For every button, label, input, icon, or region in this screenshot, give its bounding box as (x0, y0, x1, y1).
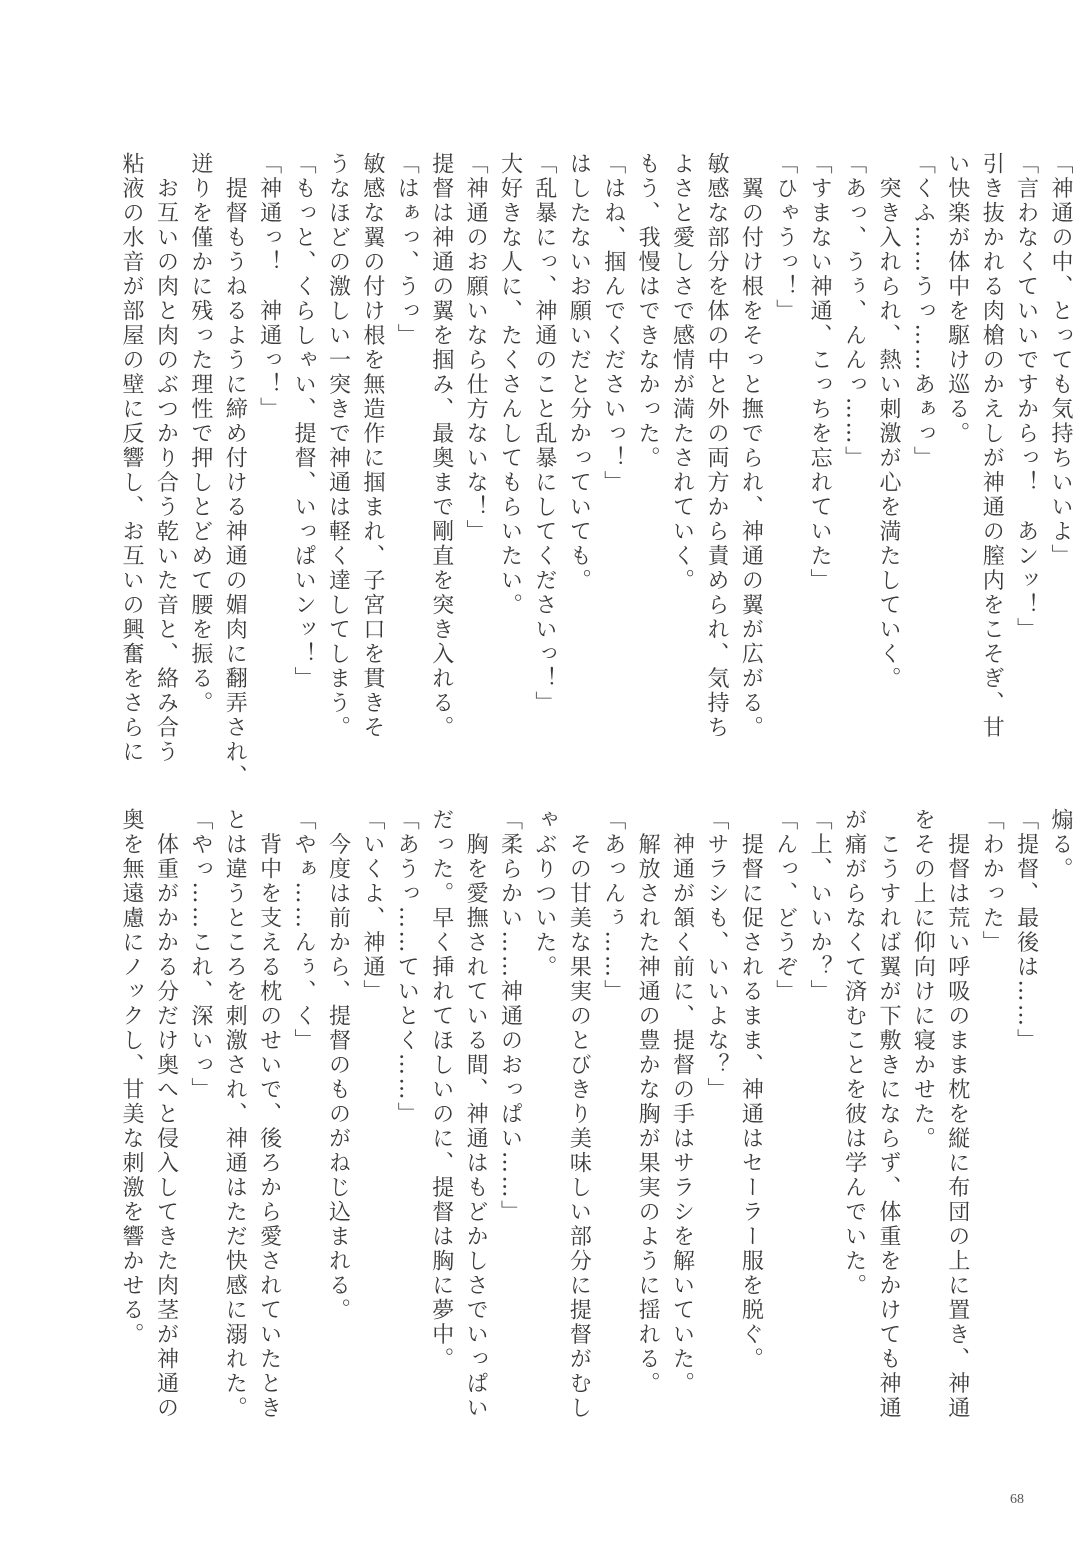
text-column: こうすれば翼が下敷きにならず、体重をかけても神通 (875, 808, 901, 1421)
text-column: その甘美な果実のとびきり美味しい部分に提督がむし (566, 808, 592, 1421)
text-column: 「くふ……うっ……あぁっ」 (910, 152, 936, 471)
text-column: 「神通っ！ 神通っ！」 (256, 152, 282, 422)
text-column: 「んっ、どうぞ」 (772, 808, 798, 1004)
text-column: 「やぁ……んぅ、く」 (291, 808, 317, 1053)
text-column: 体重がかかる分だけ奥へと侵入してきた肉茎が神通の (153, 808, 179, 1421)
text-column: 迸りを僅かに残った理性で押しとどめて腰を振る。 (187, 152, 213, 716)
text-column: 「言わなくていいですからっ！ あンッ！」 (1013, 152, 1039, 642)
text-column: 「神通の中、とっても気持ちいいよ」 (1048, 152, 1073, 569)
text-column: だった。早く挿れてほしいのに、提督は胸に夢中。 (428, 808, 454, 1372)
text-column: 神通が頷く前に、提督の手はサラシを解いていた。 (669, 808, 695, 1396)
text-column: 背中を支える枕のせいで、後ろから愛されていたとき (256, 808, 282, 1421)
text-column: 解放された神通の豊かな胸が果実のように揺れる。 (635, 808, 661, 1396)
text-column: 敏感な部分を体の中と外の両方から責められ、気持ち (703, 152, 729, 740)
text-column: とは違うところを刺激され、神通はただ快感に溺れた。 (222, 808, 248, 1421)
text-column: 「神通のお願いなら仕方ないな！」 (463, 152, 489, 544)
text-column: 引き抜かれる肉槍のかえしが神通の膣内をこそぎ、甘 (979, 152, 1005, 740)
text-column: 「あっ、うぅ、んんっ……」 (841, 152, 867, 471)
text-column: 「やっ……これ、深いっ」 (187, 808, 213, 1102)
text-column: もう、我慢はできなかった。 (635, 152, 661, 471)
page-number: 68 (1010, 1492, 1024, 1507)
text-column: 提督は神通の翼を掴み、最奥まで剛直を突き入れる。 (428, 152, 454, 740)
text-column: が痛がらなくて済むことを彼は学んでいた。 (841, 808, 867, 1298)
text-column: はしたないお願いだと分かっていても。 (566, 152, 592, 593)
text-column: 「はね、掴んでくださいっ！」 (600, 152, 626, 495)
text-column: お互いの肉と肉のぶつかり合う乾いた音と、絡み合う (153, 152, 179, 765)
text-column: 粘液の水音が部屋の壁に反響し、お互いの興奮をさらに (119, 152, 145, 765)
text-column: 「わかった」 (979, 808, 1005, 955)
text-column: 突き入れられ、熱い刺激が心を満たしていく。 (875, 152, 901, 691)
text-column: 翼の付け根をそっと撫でられ、神通の翼が広がる。 (738, 152, 764, 740)
text-column: 奥を無遠慮にノックし、甘美な刺激を響かせる。 (119, 808, 145, 1347)
text-column: 「提督、最後は……」 (1013, 808, 1039, 1053)
text-column: 「ひゃうっ！」 (772, 152, 798, 324)
text-column: 「あうっ……ていとく……」 (394, 808, 420, 1127)
text-column: 「あっんぅ……」 (600, 808, 626, 1004)
text-block-bottom (114, 808, 1077, 1448)
text-column: をその上に仰向けに寝かせた。 (910, 808, 936, 1151)
text-column: 「上、いいか？」 (807, 808, 833, 1004)
text-column: い快楽が体中を駆け巡る。 (944, 152, 970, 446)
text-column: 提督は荒い呼吸のまま枕を縦に布団の上に置き、神通 (944, 808, 970, 1421)
text-column: 「サラシも、いいよな？」 (703, 808, 729, 1102)
text-column: 大好きな人に、たくさんしてもらいたい。 (497, 152, 523, 618)
text-column: 提督もうねるように締め付ける神通の媚肉に翻弄され、 (222, 152, 248, 789)
text-column: 提督に促されるまま、神通はセーラー服を脱ぐ。 (738, 808, 764, 1372)
text-block-top (114, 152, 1077, 792)
text-column: 煽る。 (1048, 808, 1073, 882)
text-column: 胸を愛撫されている間、神通はもどかしさでいっぱい (463, 808, 489, 1421)
text-column: 「はぁっ、うっ」 (394, 152, 420, 348)
text-column: 「もっと、くらしゃい、提督、いっぱいンッ！」 (291, 152, 317, 691)
text-column: 「乱暴にっ、神通のこと乱暴にしてくださいっ！」 (531, 152, 557, 716)
text-column: 「いくよ、神通」 (359, 808, 385, 1004)
text-column: うなほどの激しい一突きで神通は軽く達してしまう。 (325, 152, 351, 740)
text-column: 「すまない神通、こっちを忘れていた」 (807, 152, 833, 593)
text-column: よさと愛しさで感情が満たされていく。 (669, 152, 695, 593)
text-column: 今度は前から、提督のものがねじ込まれる。 (325, 808, 351, 1323)
text-column: ゃぶりついた。 (531, 808, 557, 980)
text-column: 敏感な翼の付け根を無造作に掴まれ、子宮口を貫きそ (359, 152, 385, 740)
text-column: 「柔らかい……神通のおっぱい……」 (497, 808, 523, 1225)
